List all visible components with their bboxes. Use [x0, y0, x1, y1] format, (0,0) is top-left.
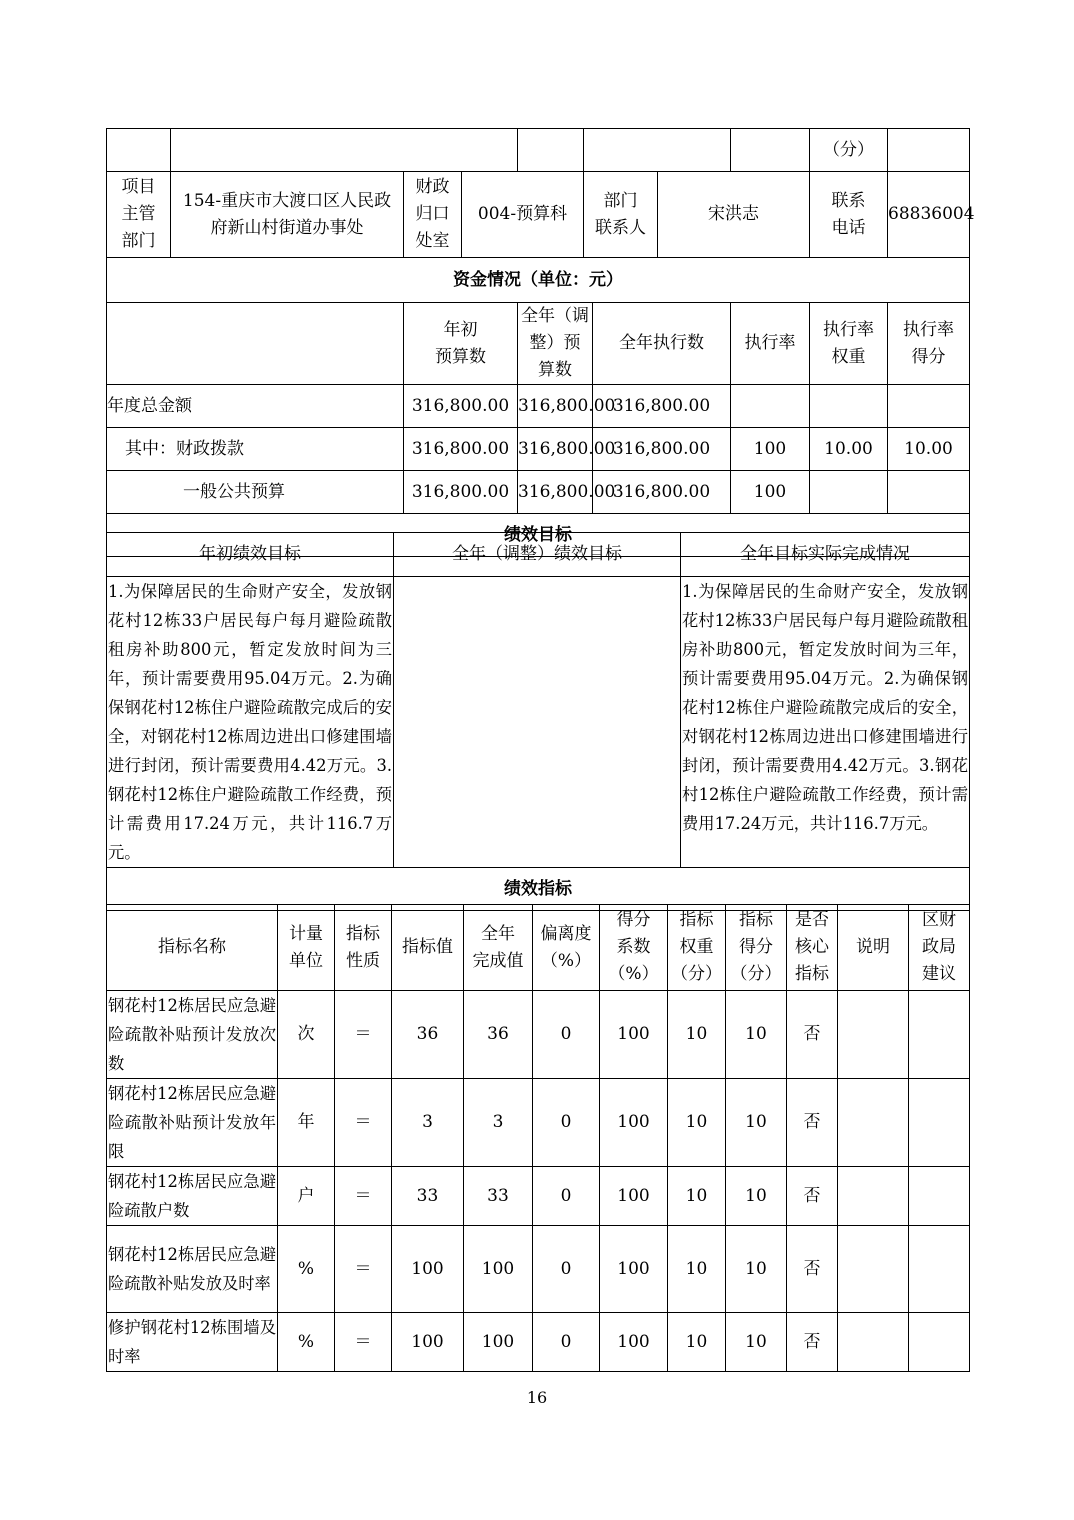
- indicator-advice: [909, 1313, 970, 1372]
- initial-goal-text: 1.为保障居民的生命财产安全，发放钢花村12栋33户居民每户每月避险疏散租房补助800元，暂定发放时间为三年，预计需要费用95.04万元。2.为确保钢花村12栋住户避险疏散完成后的安全，对钢花村12栋周边进出口修建围墙进行封闭，预计需要费用4.42万元。3.钢花村12栋住户避险疏散工作经费，预计需费用17.24万元，共计116.7万元。: [107, 577, 394, 868]
- indicator-score: 10: [726, 1226, 787, 1313]
- funds-section-title: 资金情况（单位：元）: [107, 258, 970, 303]
- indicator-score: 10: [726, 1167, 787, 1226]
- indicator-advice: [909, 1167, 970, 1226]
- indicator-unit: 次: [278, 991, 335, 1079]
- indicator-weight: 10: [668, 1313, 726, 1372]
- indicator-weight: 10: [668, 991, 726, 1079]
- indicator-row: [107, 1167, 970, 1226]
- funds-header-row: [107, 303, 970, 385]
- goals-header-initial: 年初绩效目标: [107, 533, 394, 577]
- indicator-name: 钢花村12栋居民应急避险疏散补贴发放及时率: [107, 1226, 278, 1313]
- indicator-core: 否: [787, 1079, 838, 1167]
- goals-header-row: [107, 533, 970, 577]
- indicator-deviation: 0: [533, 1167, 600, 1226]
- phone-label: 联系 电话: [810, 172, 888, 258]
- funds-header-score: 执行率 得分: [888, 303, 970, 385]
- top-unit-cell: （分）: [810, 129, 888, 172]
- ind-header-weight: 指标 权重 （分）: [668, 905, 726, 991]
- indicator-note: [838, 1313, 909, 1372]
- indicator-note: [838, 1167, 909, 1226]
- ind-header-completed: 全年 完成值: [464, 905, 533, 991]
- ind-header-score: 指标 得分 （分）: [726, 905, 787, 991]
- indicator-nature: ＝: [335, 1226, 392, 1313]
- page-number: 16: [526, 1388, 548, 1407]
- indicator-deviation: 0: [533, 1313, 600, 1372]
- ind-header-core: 是否 核心 指标: [787, 905, 838, 991]
- contact-label: 部门 联系人: [584, 172, 658, 258]
- funds-score: [888, 471, 970, 514]
- indicator-row: [107, 991, 970, 1079]
- indicator-unit: %: [278, 1226, 335, 1313]
- indicators-header-row: [107, 905, 970, 991]
- funds-initial: 316,800.00: [404, 471, 518, 514]
- indicator-completed: 33: [464, 1167, 533, 1226]
- funds-initial: 316,800.00: [404, 385, 518, 428]
- finance-label: 财政 归口 处室: [404, 172, 462, 258]
- ind-header-name: 指标名称: [107, 905, 278, 991]
- indicator-value: 33: [392, 1167, 464, 1226]
- indicator-core: 否: [787, 991, 838, 1079]
- ind-header-nature: 指标 性质: [335, 905, 392, 991]
- indicator-note: [838, 991, 909, 1079]
- indicator-value: 100: [392, 1226, 464, 1313]
- indicator-name: 钢花村12栋居民应急避险疏散补贴预计发放次数: [107, 991, 278, 1079]
- funds-executed: 316,800.00: [593, 385, 731, 428]
- performance-indicators-table: [106, 904, 970, 1372]
- funds-score: [888, 385, 970, 428]
- goals-content-row: [107, 577, 970, 868]
- indicator-deviation: 0: [533, 991, 600, 1079]
- funds-rate: 100: [731, 471, 810, 514]
- indicator-value: 100: [392, 1313, 464, 1372]
- phone-value: 68836004: [888, 172, 970, 258]
- indicator-completed: 100: [464, 1313, 533, 1372]
- indicator-unit: 户: [278, 1167, 335, 1226]
- indicator-deviation: 0: [533, 1226, 600, 1313]
- performance-goals-table: [106, 532, 970, 911]
- indicator-name: 修护钢花村12栋围墙及时率: [107, 1313, 278, 1372]
- indicator-advice: [909, 991, 970, 1079]
- dept-info-row: [107, 172, 970, 258]
- indicator-completed: 100: [464, 1226, 533, 1313]
- funds-header-initial: 年初 预算数: [404, 303, 518, 385]
- goals-header-actual: 全年目标实际完成情况: [681, 533, 970, 577]
- goals-header-adjusted: 全年（调整）绩效目标: [394, 533, 681, 577]
- indicator-coef: 100: [600, 991, 668, 1079]
- indicator-score: 10: [726, 991, 787, 1079]
- indicator-unit: %: [278, 1313, 335, 1372]
- funds-rate: 100: [731, 428, 810, 471]
- indicator-weight: 10: [668, 1079, 726, 1167]
- funds-initial: 316,800.00: [404, 428, 518, 471]
- indicator-weight: 10: [668, 1226, 726, 1313]
- ind-header-advice: 区财 政局 建议: [909, 905, 970, 991]
- funds-executed: 316,800.00: [593, 428, 731, 471]
- funds-weight: 10.00: [810, 428, 888, 471]
- indicator-nature: ＝: [335, 1079, 392, 1167]
- funds-row: [107, 471, 970, 514]
- funds-header-rate: 执行率: [731, 303, 810, 385]
- indicator-weight: 10: [668, 1167, 726, 1226]
- indicator-unit: 年: [278, 1079, 335, 1167]
- indicator-value: 3: [392, 1079, 464, 1167]
- indicator-nature: ＝: [335, 1167, 392, 1226]
- indicator-row: [107, 1226, 970, 1313]
- funds-weight: [810, 385, 888, 428]
- adjusted-goal-text: [394, 577, 681, 868]
- indicator-completed: 36: [464, 991, 533, 1079]
- indicator-advice: [909, 1226, 970, 1313]
- funds-row: [107, 428, 970, 471]
- funds-executed: 316,800.00: [593, 471, 731, 514]
- indicator-core: 否: [787, 1313, 838, 1372]
- dept-value: 154-重庆市大渡口区人民政 府新山村街道办事处: [171, 172, 404, 258]
- indicators-section-title: 绩效指标: [107, 868, 970, 911]
- funds-section-row: [107, 258, 970, 303]
- goals-section-title: 绩效目标: [107, 514, 970, 557]
- funds-header-adjusted: 全年（调整）预 算数: [518, 303, 593, 385]
- funds-header-weight: 执行率 权重: [810, 303, 888, 385]
- indicator-name: 钢花村12栋居民应急避险疏散户数: [107, 1167, 278, 1226]
- finance-value: 004-预算科: [462, 172, 584, 258]
- indicator-coef: 100: [600, 1226, 668, 1313]
- funds-row: [107, 385, 970, 428]
- ind-header-deviation: 偏离度 （%）: [533, 905, 600, 991]
- ind-header-value: 指标值: [392, 905, 464, 991]
- indicator-row: [107, 1313, 970, 1372]
- funds-row-label: 年度总金额: [107, 385, 404, 428]
- funds-row-label: 其中：财政拨款: [107, 428, 404, 471]
- indicator-nature: ＝: [335, 991, 392, 1079]
- contact-value: 宋洪志: [658, 172, 810, 258]
- indicator-nature: ＝: [335, 1313, 392, 1372]
- funds-rate: [731, 385, 810, 428]
- ind-header-unit: 计量 单位: [278, 905, 335, 991]
- funds-adjusted: 316,800.00: [518, 428, 593, 471]
- indicator-advice: [909, 1079, 970, 1167]
- indicator-coef: 100: [600, 1167, 668, 1226]
- indicator-score: 10: [726, 1079, 787, 1167]
- funds-row-label: 一般公共预算: [107, 471, 404, 514]
- indicator-coef: 100: [600, 1079, 668, 1167]
- ind-header-note: 说明: [838, 905, 909, 991]
- indicator-completed: 3: [464, 1079, 533, 1167]
- indicator-row: [107, 1079, 970, 1167]
- funds-score: 10.00: [888, 428, 970, 471]
- indicator-note: [838, 1226, 909, 1313]
- indicator-name: 钢花村12栋居民应急避险疏散补贴预计发放年限: [107, 1079, 278, 1167]
- project-info-table: [106, 128, 975, 557]
- indicator-value: 36: [392, 991, 464, 1079]
- funds-header-executed: 全年执行数: [593, 303, 731, 385]
- funds-weight: [810, 471, 888, 514]
- top-partial-row: [107, 129, 970, 172]
- actual-goal-text: 1.为保障居民的生命财产安全，发放钢花村12栋33户居民每户每月避险疏散租房补助800元，暂定发放时间为三年，预计需要费用95.04万元。2.为确保钢花村12栋住户避险疏散完成后的安全，对钢花村12栋周边进出口修建围墙进行封闭，预计需要费用4.42万元。3.钢花村12栋住户避险疏散工作经费，预计需费用17.24万元，共计116.7万元。: [681, 577, 970, 868]
- dept-label: 项目 主管 部门: [107, 172, 171, 258]
- indicator-core: 否: [787, 1167, 838, 1226]
- funds-adjusted: 316,800.00: [518, 471, 593, 514]
- indicator-note: [838, 1079, 909, 1167]
- indicator-coef: 100: [600, 1313, 668, 1372]
- funds-adjusted: 316,800.00: [518, 385, 593, 428]
- indicator-core: 否: [787, 1226, 838, 1313]
- indicator-score: 10: [726, 1313, 787, 1372]
- indicator-deviation: 0: [533, 1079, 600, 1167]
- ind-header-coef: 得分 系数 （%）: [600, 905, 668, 991]
